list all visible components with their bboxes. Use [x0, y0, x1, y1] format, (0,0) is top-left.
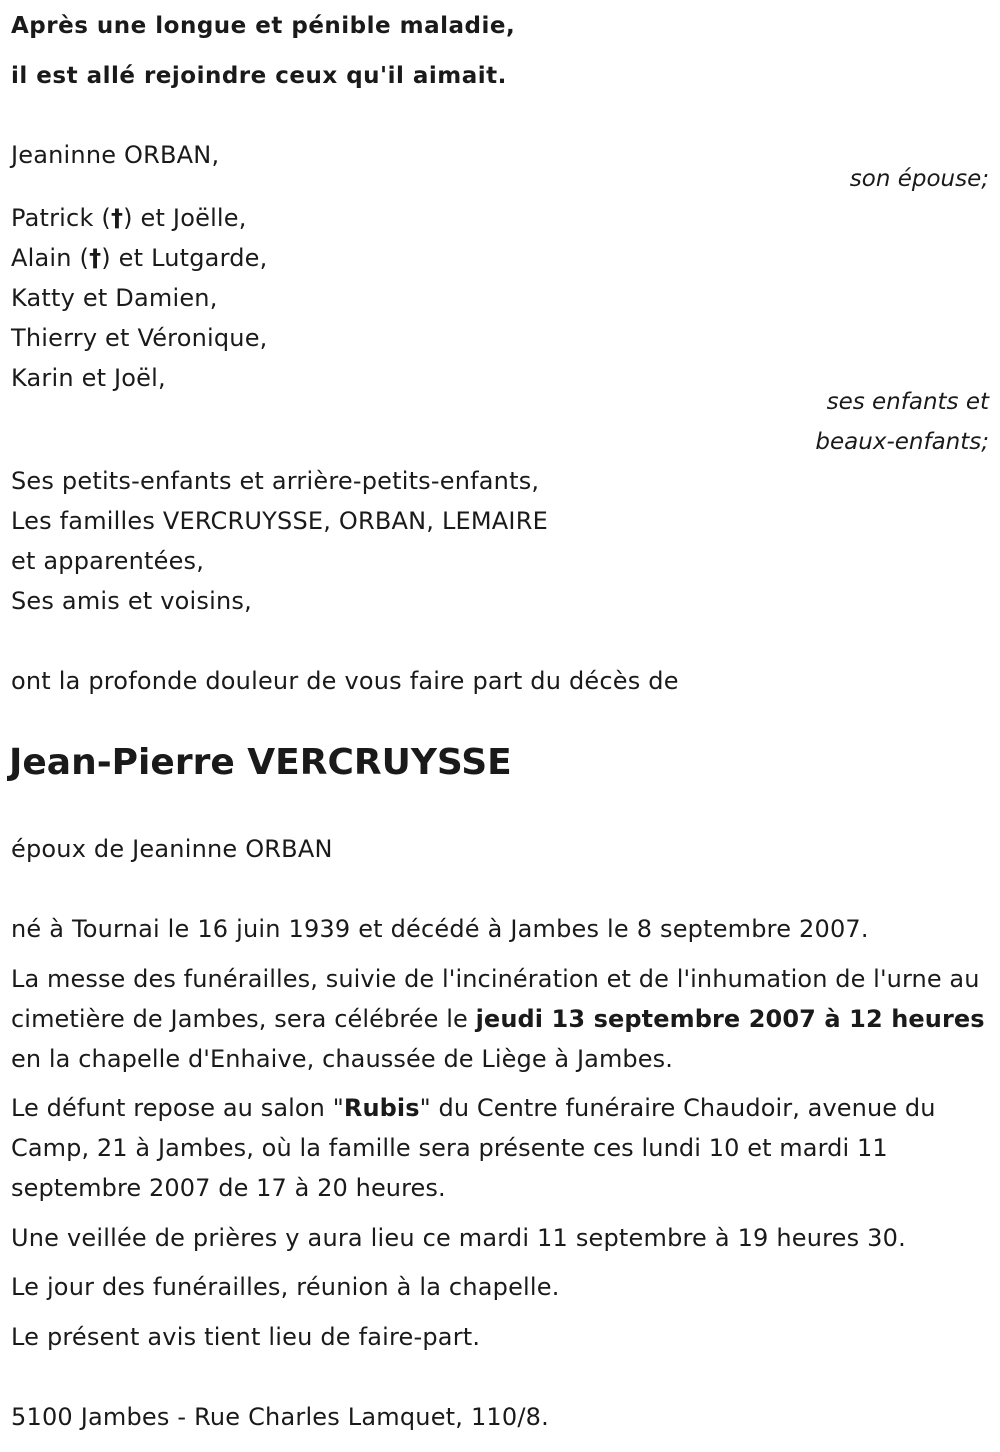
- salon-name: Rubis: [343, 1094, 420, 1122]
- child-partner: ) et Joëlle,: [123, 204, 247, 232]
- mass-text-2: en la chapelle d'Enhaive, chaussée de Liège à Jambes.: [11, 1045, 673, 1073]
- spouse-role: son épouse;: [849, 166, 989, 192]
- vigil-line: Une veillée de prières y aura lieu ce mardi 11 septembre à 19 heures 30.: [11, 1224, 906, 1252]
- family-line-2: Les familles VERCRUYSSE, ORBAN, LEMAIRE: [11, 507, 548, 535]
- children-role-line-1: ses enfants et: [826, 389, 989, 415]
- family-line-1: Ses petits-enfants et arrière-petits-enfants,: [11, 467, 540, 495]
- spouse-of: époux de Jeaninne ORBAN: [11, 835, 333, 863]
- deceased-name: Jean-Pierre VERCRUYSSE: [9, 742, 512, 783]
- child-line-3: Katty et Damien,: [11, 284, 218, 312]
- child-line-4: Thierry et Véronique,: [11, 324, 268, 352]
- child-partner: ) et Lutgarde,: [101, 244, 268, 272]
- spouse-name: Jeaninne ORBAN,: [11, 141, 220, 169]
- child-line-2: [11, 238, 267, 278]
- child-line-5: Karin et Joël,: [11, 364, 166, 392]
- children-role-line-2: beaux-enfants;: [815, 429, 989, 455]
- child-name: Alain (: [11, 244, 90, 272]
- address: 5100 Jambes - Rue Charles Lamquet, 110/8.: [11, 1403, 549, 1431]
- meeting-line: Le jour des funérailles, réunion à la chapelle.: [11, 1273, 560, 1301]
- rest-text-2: " du Centre funéraire Chaudoir, avenue du Camp, 21 à Jambes, où la famille sera présente ces lundi 10 et mardi 11 septembre 2007 de 17 à 20 heures.: [11, 1094, 936, 1202]
- rest-text-1: Le défunt repose au salon ": [11, 1094, 344, 1122]
- cross-icon: †: [110, 204, 124, 232]
- intro-line-1: Après une longue et pénible maladie,: [11, 13, 516, 39]
- intro-line-2: il est allé rejoindre ceux qu'il aimait.: [11, 63, 507, 89]
- announcement: ont la profonde douleur de vous faire part du décès de: [11, 667, 679, 695]
- funeral-mass-paragraph: [11, 959, 991, 1079]
- child-name: Patrick (: [11, 204, 111, 232]
- mass-text-1: La messe des funérailles, suivie de l'incinération et de l'inhumation de l'urne au cimetière de Jambes, sera célébrée le: [11, 965, 980, 1033]
- family-line-3: et apparentées,: [11, 547, 205, 575]
- notice-line: Le présent avis tient lieu de faire-part.: [11, 1323, 481, 1351]
- family-line-4: Ses amis et voisins,: [11, 587, 252, 615]
- cross-icon: †: [89, 244, 102, 272]
- child-line-1: [11, 198, 247, 238]
- mass-date-time: jeudi 13 septembre 2007 à 12 heures: [475, 1005, 985, 1033]
- rest-paragraph: [11, 1088, 991, 1208]
- birth-death: né à Tournai le 16 juin 1939 et décédé à Jambes le 8 septembre 2007.: [11, 915, 869, 943]
